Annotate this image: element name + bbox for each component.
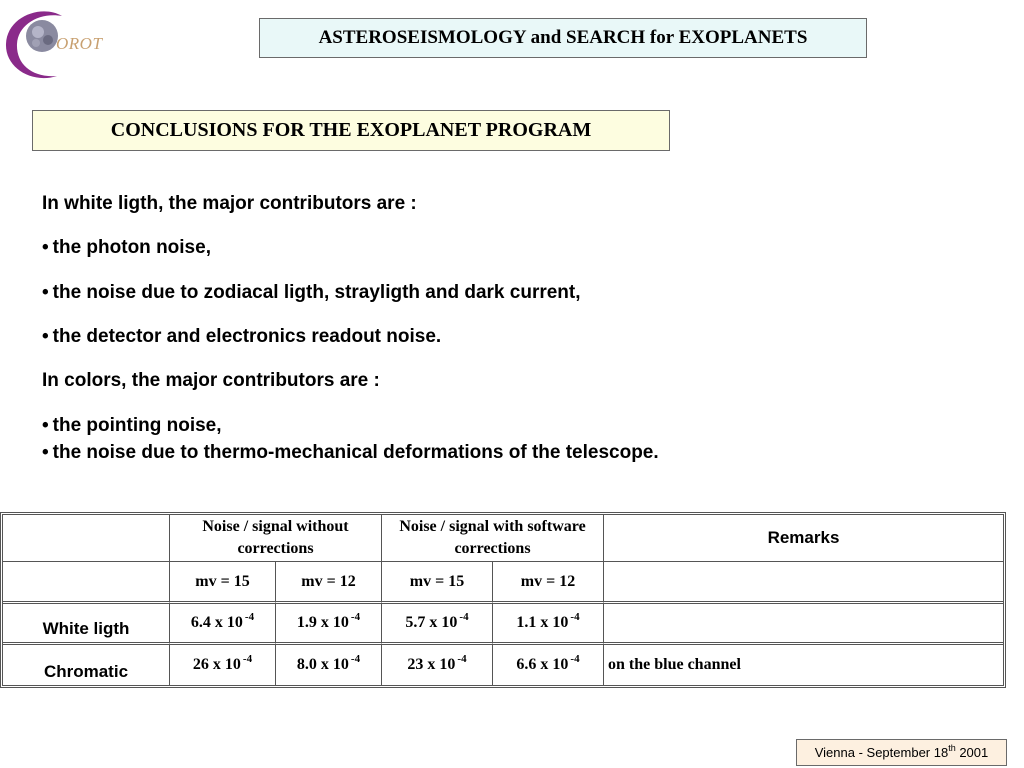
value-cell: 1.9 x 10 $^{-4}$ — [276, 604, 382, 645]
remark-cell — [604, 604, 1003, 645]
value-cell: 8.0 x 10 $^{-4}$ — [276, 645, 382, 685]
bullet-item — [42, 237, 211, 259]
bullet-icon: • — [42, 237, 49, 258]
value-cell: 6.4 x 10 $^{-4}$ — [170, 604, 276, 645]
empty-remark-cell — [604, 562, 1003, 604]
header-title: ASTEROSEISMOLOGY and SEARCH for EXOPLANETS — [259, 18, 867, 58]
bullet-icon: • — [42, 442, 49, 463]
bullet-icon: • — [42, 415, 49, 436]
bullet-item — [42, 326, 441, 348]
row-label-white: White ligth — [3, 604, 170, 645]
empty-header-cell — [3, 515, 170, 562]
colors-intro: In colors, the major contributors are : — [42, 370, 380, 391]
bullet-icon: • — [42, 326, 49, 347]
mv-label: mv = 12 — [493, 562, 604, 604]
corot-logo — [2, 6, 132, 82]
bullet-icon: • — [42, 282, 49, 303]
bullet-item — [42, 282, 581, 304]
table-row — [3, 604, 1003, 645]
bullet-text: the noise due to thermo-mechanical deformations of the telescope. — [52, 442, 659, 463]
table-header-row — [3, 515, 1003, 562]
row-label-chromatic: Chromatic — [3, 645, 170, 685]
header-without-corrections: Noise / signal without corrections — [170, 515, 382, 562]
bullet-text: the noise due to zodiacal ligth, strayligth and dark current, — [52, 282, 581, 303]
footer-date: Vienna - September 18 th 2001 — [796, 739, 1007, 766]
value-cell: 26 x 10 $^{-4}$ — [170, 645, 276, 685]
mv-label: mv = 15 — [170, 562, 276, 604]
bullet-text: the pointing noise, — [52, 415, 222, 436]
section-title: CONCLUSIONS FOR THE EXOPLANET PROGRAM — [32, 110, 670, 151]
header-remarks: Remarks — [604, 515, 1003, 562]
bullet-item — [42, 442, 659, 464]
value-cell: 1.1 x 10 $^{-4}$ — [493, 604, 604, 645]
header-with-corrections: Noise / signal with software corrections — [382, 515, 604, 562]
bullet-item — [42, 415, 222, 437]
table-mv-row — [3, 562, 1003, 604]
value-cell: 6.6 x 10 $^{-4}$ — [493, 645, 604, 685]
bullet-text: the photon noise, — [52, 237, 211, 258]
logo-text: OROT — [56, 34, 103, 53]
mv-label: mv = 15 — [382, 562, 493, 604]
table-row — [3, 645, 1003, 685]
empty-mv-cell — [3, 562, 170, 604]
white-intro: In white ligth, the major contributors are : — [42, 193, 417, 214]
mv-label: mv = 12 — [276, 562, 382, 604]
noise-table — [0, 512, 1006, 688]
bullet-text: the detector and electronics readout noise. — [52, 326, 442, 347]
value-cell: 23 x 10 $^{-4}$ — [382, 645, 493, 685]
value-cell: 5.7 x 10 $^{-4}$ — [382, 604, 493, 645]
remark-cell: on the blue channel — [608, 656, 741, 673]
